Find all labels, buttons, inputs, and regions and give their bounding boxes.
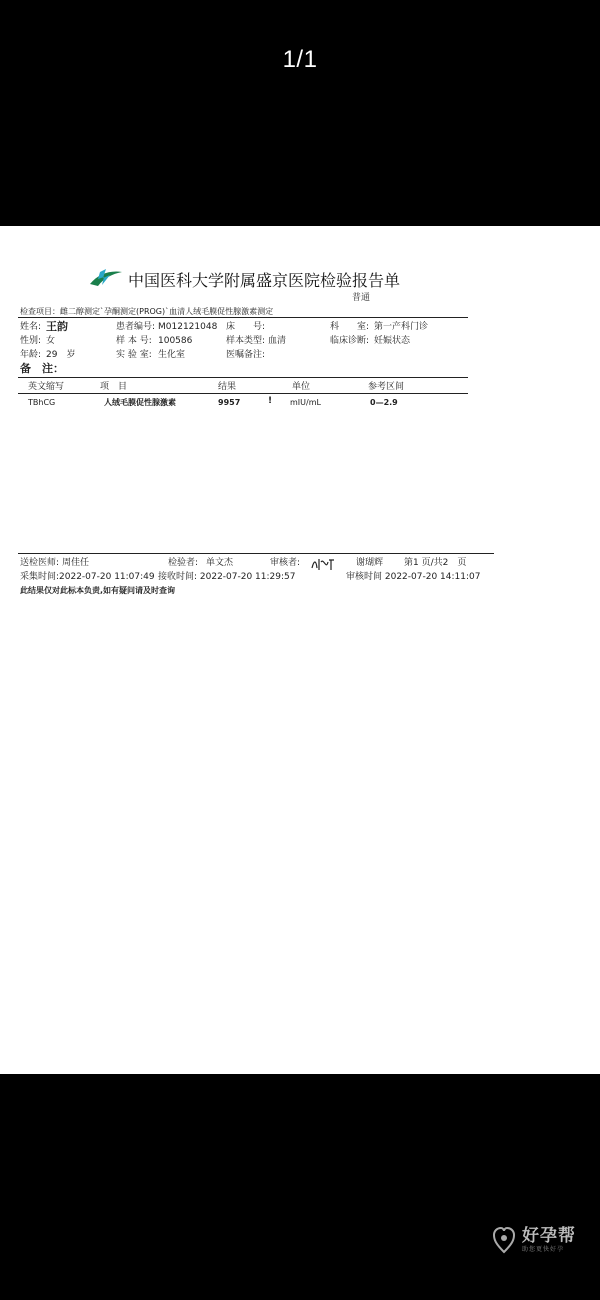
review-time: 审核时间 2022-07-20 14:11:07 xyxy=(346,572,481,582)
cell-result: 9957 xyxy=(218,398,241,407)
hospital-logo-icon xyxy=(88,266,124,290)
col-header-unit: 单位 xyxy=(292,382,311,392)
lab-label: 实 验 室: xyxy=(116,350,152,360)
reviewer-name: 谢瑚辉 xyxy=(356,558,384,568)
tester-value: 单文杰 xyxy=(206,558,234,568)
lab-report-document[interactable] xyxy=(0,226,600,1074)
age-value: 29 岁 xyxy=(46,350,76,360)
dept-value: 第一产科门诊 xyxy=(374,322,429,332)
sample-type-label: 样本类型: xyxy=(226,336,266,346)
col-header-item: 项 目 xyxy=(100,382,128,392)
reviewer-signature-icon xyxy=(310,556,336,572)
age-label: 年龄: xyxy=(20,350,42,360)
patient-no: M012121048 xyxy=(158,322,218,332)
notes-label: 备 注： xyxy=(20,362,64,375)
sex-label: 性别: xyxy=(20,336,42,346)
priority-label: 普通 xyxy=(352,293,371,303)
lab-value: 生化室 xyxy=(158,350,186,360)
abnormal-flag: ! xyxy=(268,396,273,406)
bed-label: 床 号: xyxy=(226,322,266,332)
receive-time: 接收时间: 2022-07-20 11:29:57 xyxy=(158,572,296,582)
col-header-result: 结果 xyxy=(218,382,237,392)
report-title: 中国医科大学附属盛京医院检验报告单 xyxy=(128,271,401,290)
patient-name: 王韵 xyxy=(46,320,68,333)
diagnosis-label: 临床诊断: xyxy=(330,336,370,346)
sender-value: 周佳任 xyxy=(62,558,90,568)
test-items: 检查项目：雌二醇测定`孕酮测定(PROG)`血清人绒毛膜促性腺激素测定 xyxy=(20,307,274,316)
app-watermark xyxy=(492,1226,576,1254)
collect-time: 采集时间:2022-07-20 11:07:49 xyxy=(20,572,155,582)
remark-label: 医嘱备注: xyxy=(226,350,266,360)
tester-label: 检验者: xyxy=(168,558,199,568)
cell-unit: mIU/mL xyxy=(290,398,321,407)
cell-abbr: TBhCG xyxy=(28,398,56,407)
dept-label: 科 室: xyxy=(330,322,370,332)
col-header-abbr: 英文缩写 xyxy=(28,382,65,392)
viewer-top-bar xyxy=(0,0,600,226)
diagnosis-value: 妊娠状态 xyxy=(374,336,411,346)
page-counter: 1/1 xyxy=(282,46,318,73)
sex-value: 女 xyxy=(46,336,56,346)
divider xyxy=(18,553,494,554)
col-header-range: 参考区间 xyxy=(368,382,405,392)
sample-type: 血清 xyxy=(268,336,287,346)
patient-no-label: 患者编号: xyxy=(116,322,156,332)
watermark-name: 好孕帮 xyxy=(522,1226,576,1246)
cell-item: 人绒毛膜促性腺激素 xyxy=(104,398,176,407)
divider xyxy=(18,393,468,394)
watermark-slogan: 助您更快好孕 xyxy=(522,1246,565,1253)
sample-no-label: 样 本 号: xyxy=(116,336,152,346)
reviewer-label: 审核者: xyxy=(270,558,301,568)
name-label: 姓名: xyxy=(20,322,42,332)
sample-no: 100586 xyxy=(158,336,193,346)
heart-location-icon xyxy=(492,1226,516,1254)
page-info: 第1 页/共2 页 xyxy=(404,558,467,568)
viewer-bottom-bar xyxy=(0,1074,600,1300)
divider xyxy=(18,377,468,378)
disclaimer: 此结果仅对此标本负责,如有疑问请及时查询 xyxy=(20,586,176,595)
sender-label: 送检医师: xyxy=(20,558,60,568)
divider xyxy=(18,317,468,318)
cell-range: 0—2.9 xyxy=(370,398,398,407)
